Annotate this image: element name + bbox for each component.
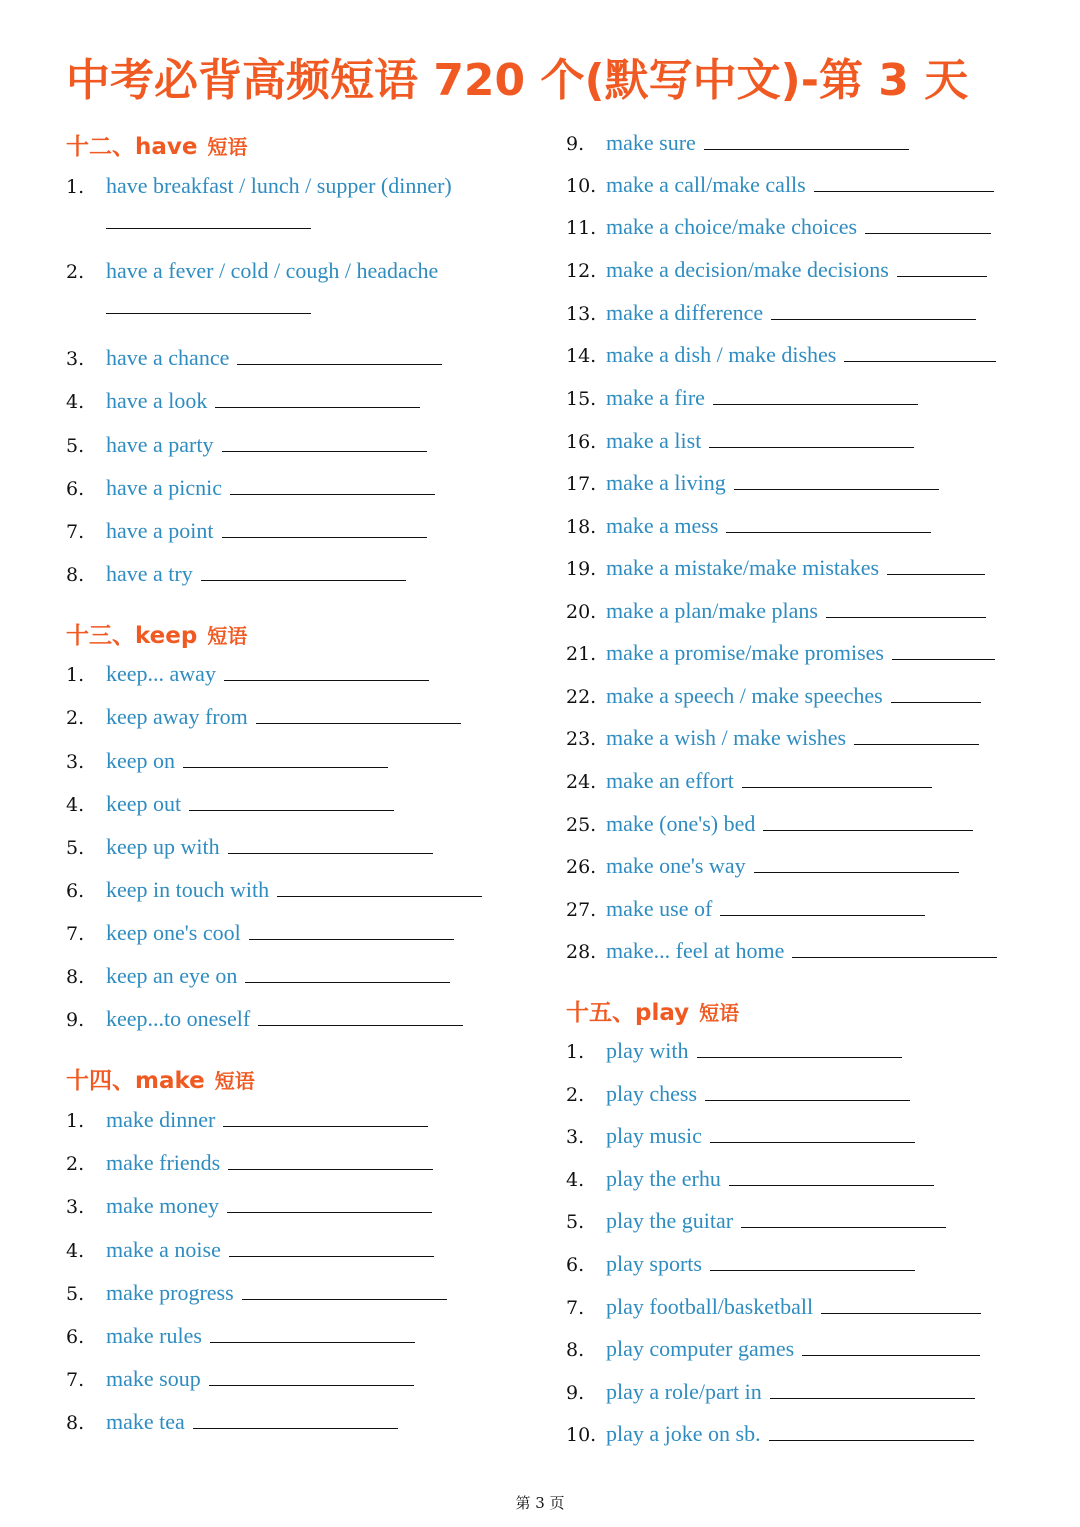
item-number: 27.: [566, 899, 597, 921]
answer-blank[interactable]: [814, 190, 994, 192]
item-number: 1.: [66, 664, 85, 686]
phrase-item: [566, 212, 991, 242]
item-number: 1.: [66, 1110, 85, 1132]
phrase-text: keep in touch with: [106, 877, 270, 902]
answer-blank[interactable]: [720, 914, 925, 916]
phrase-item: [566, 596, 986, 626]
phrase-text: make a fire: [606, 385, 705, 410]
answer-blank[interactable]: [193, 1427, 398, 1429]
phrase-text: play a role/part in: [606, 1379, 762, 1404]
phrase-text: make tea: [106, 1409, 185, 1434]
phrase-item: [566, 1377, 975, 1407]
phrase-text: play football/basketball: [606, 1294, 814, 1319]
answer-blank[interactable]: [709, 446, 914, 448]
answer-blank[interactable]: [792, 956, 997, 958]
phrase-item: [566, 894, 925, 924]
phrase-text: make a noise: [106, 1237, 221, 1262]
answer-blank[interactable]: [763, 829, 973, 831]
item-number: 8.: [66, 564, 85, 586]
phrase-item: [66, 746, 388, 776]
page-title: 中考必背高频短语 720 个(默写中文)-第 3 天: [66, 55, 969, 106]
item-number: 7.: [66, 923, 85, 945]
phrase-text: keep away from: [106, 704, 248, 729]
answer-blank[interactable]: [201, 579, 406, 581]
answer-blank[interactable]: [742, 786, 932, 788]
section-keyword: keep: [135, 623, 198, 649]
item-number: 2.: [66, 1153, 85, 1175]
phrase-item: [566, 809, 973, 839]
phrase-item: [566, 511, 931, 541]
phrase-text: make a dish / make dishes: [606, 342, 837, 367]
phrase-item: [66, 832, 433, 862]
answer-blank[interactable]: [245, 981, 450, 983]
item-number: 26.: [566, 856, 597, 878]
phrase-text: make a promise/make promises: [606, 640, 884, 665]
item-number: 6.: [66, 478, 85, 500]
answer-blank[interactable]: [897, 275, 987, 277]
answer-blank[interactable]: [256, 722, 461, 724]
phrase-item: [66, 430, 427, 460]
phrase-item: [66, 1148, 433, 1178]
answer-blank[interactable]: [769, 1439, 974, 1441]
section-tag: 短语: [214, 1069, 255, 1093]
answer-blank[interactable]: [705, 1099, 910, 1101]
item-number: 20.: [566, 601, 597, 623]
phrase-text: make money: [106, 1193, 220, 1218]
phrase-item: [66, 256, 438, 286]
phrase-item: [66, 875, 482, 905]
answer-blank[interactable]: [802, 1354, 980, 1356]
item-number: 3.: [566, 1126, 585, 1148]
answer-blank[interactable]: [826, 616, 986, 618]
phrase-item: [566, 255, 987, 285]
phrase-item: [566, 681, 981, 711]
phrase-item: [566, 553, 985, 583]
answer-blank[interactable]: [771, 318, 976, 320]
phrase-item: [66, 659, 429, 689]
item-number: 19.: [566, 558, 597, 580]
section-prefix: 十五、: [566, 1000, 635, 1026]
item-number: 2.: [66, 707, 85, 729]
phrase-text: make soup: [106, 1366, 201, 1391]
phrase-item: [66, 1235, 434, 1265]
phrase-text: play computer games: [606, 1336, 795, 1361]
phrase-item: [566, 1334, 980, 1364]
phrase-text: keep an eye on: [106, 963, 238, 988]
item-number: 16.: [566, 431, 597, 453]
item-number: 17.: [566, 473, 597, 495]
phrase-item: [66, 702, 461, 732]
item-number: 6.: [566, 1254, 585, 1276]
answer-blank[interactable]: [249, 938, 454, 940]
phrase-text: play sports: [606, 1251, 702, 1276]
answer-blank[interactable]: [710, 1141, 915, 1143]
answer-blank[interactable]: [865, 232, 991, 234]
phrase-item: [566, 851, 959, 881]
phrase-item: [66, 961, 450, 991]
answer-blank[interactable]: [710, 1269, 915, 1271]
phrase-item: [566, 426, 914, 456]
answer-blank[interactable]: [222, 536, 427, 538]
phrase-text: make a mess: [606, 513, 719, 538]
section-heading-make: [66, 1062, 255, 1095]
phrase-text: make a wish / make wishes: [606, 725, 847, 750]
item-number: 6.: [66, 880, 85, 902]
section-keyword: have: [135, 134, 198, 160]
phrase-item: [566, 468, 939, 498]
phrase-text: keep up with: [106, 834, 220, 859]
phrase-item: [566, 723, 979, 753]
phrase-text: play chess: [606, 1081, 698, 1106]
item-number: 14.: [566, 345, 597, 367]
item-number: 7.: [66, 1369, 85, 1391]
phrase-item: [66, 1321, 415, 1351]
section-keyword: play: [635, 1000, 690, 1026]
answer-blank[interactable]: [729, 1184, 934, 1186]
answer-blank[interactable]: [224, 679, 429, 681]
phrase-text: play the erhu: [606, 1166, 721, 1191]
phrase-text: make a list: [606, 428, 702, 453]
phrase-item: [566, 1249, 915, 1279]
phrase-item: [566, 383, 918, 413]
item-number: 2.: [66, 261, 85, 283]
phrase-item: [66, 1364, 414, 1394]
phrase-item: [66, 343, 442, 373]
item-number: 25.: [566, 814, 597, 836]
item-number: 10.: [566, 175, 597, 197]
section-tag: 短语: [699, 1001, 740, 1025]
answer-blank[interactable]: [277, 895, 482, 897]
item-number: 12.: [566, 260, 597, 282]
answer-blank[interactable]: [726, 531, 931, 533]
item-number: 2.: [566, 1084, 585, 1106]
item-number: 7.: [566, 1297, 585, 1319]
phrase-item: [66, 918, 454, 948]
phrase-text: make a plan/make plans: [606, 598, 818, 623]
phrase-text: keep... away: [106, 661, 216, 686]
answer-blank[interactable]: [892, 658, 995, 660]
phrase-item: [66, 473, 435, 503]
page-number: 第 3 页: [515, 1494, 565, 1512]
section-tag: 短语: [207, 135, 248, 159]
section-prefix: 十三、: [66, 623, 135, 649]
item-number: 8.: [566, 1339, 585, 1361]
answer-blank[interactable]: [230, 493, 435, 495]
answer-blank[interactable]: [223, 1125, 428, 1127]
phrase-text: make a call/make calls: [606, 172, 806, 197]
answer-blank[interactable]: [106, 312, 311, 314]
answer-blank[interactable]: [887, 573, 985, 575]
phrase-text: make use of: [606, 896, 713, 921]
phrase-text: make an effort: [606, 768, 734, 793]
answer-blank[interactable]: [844, 360, 996, 362]
phrase-text: keep...to oneself: [106, 1006, 251, 1031]
phrase-item: [566, 1121, 915, 1151]
answer-blank[interactable]: [741, 1226, 946, 1228]
answer-blank[interactable]: [697, 1056, 902, 1058]
phrase-item: [566, 1036, 902, 1066]
section-prefix: 十二、: [66, 134, 135, 160]
phrase-text: have breakfast / lunch / supper (dinner): [106, 173, 452, 198]
answer-blank[interactable]: [258, 1024, 463, 1026]
phrase-text: play music: [606, 1123, 702, 1148]
item-number: 3.: [66, 348, 85, 370]
phrase-item: [66, 1407, 398, 1437]
phrase-text: make dinner: [106, 1107, 216, 1132]
item-number: 13.: [566, 303, 597, 325]
item-number: 5.: [66, 1283, 85, 1305]
phrase-text: have a chance: [106, 345, 230, 370]
answer-blank[interactable]: [227, 1211, 432, 1213]
phrase-text: play a joke on sb.: [606, 1421, 761, 1446]
item-number: 10.: [566, 1424, 597, 1446]
section-keyword: make: [135, 1068, 205, 1094]
answer-blank[interactable]: [821, 1312, 981, 1314]
phrase-item: [66, 1105, 428, 1135]
item-number: 15.: [566, 388, 597, 410]
item-number: 9.: [66, 1009, 85, 1031]
phrase-text: make a living: [606, 470, 726, 495]
answer-blank[interactable]: [704, 148, 909, 150]
phrase-item: [566, 638, 995, 668]
item-number: 3.: [66, 1196, 85, 1218]
item-number: 4.: [66, 794, 85, 816]
phrase-text: make progress: [106, 1280, 234, 1305]
item-number: 7.: [66, 521, 85, 543]
item-number: 18.: [566, 516, 597, 538]
phrase-text: make sure: [606, 130, 696, 155]
phrase-text: make a choice/make choices: [606, 214, 858, 239]
phrase-text: make (one's) bed: [606, 811, 756, 836]
phrase-text: make a mistake/make mistakes: [606, 555, 880, 580]
answer-blank[interactable]: [228, 1168, 433, 1170]
item-number: 21.: [566, 643, 597, 665]
item-number: 4.: [66, 391, 85, 413]
answer-blank[interactable]: [189, 809, 394, 811]
answer-blank[interactable]: [237, 363, 442, 365]
answer-blank[interactable]: [242, 1298, 447, 1300]
phrase-item: [566, 340, 996, 370]
item-number: 8.: [66, 1412, 85, 1434]
answer-blank[interactable]: [106, 227, 311, 229]
item-number: 5.: [66, 837, 85, 859]
section-heading-have: [66, 128, 248, 161]
phrase-item: [66, 789, 394, 819]
phrase-text: make a difference: [606, 300, 764, 325]
section-tag: 短语: [207, 624, 248, 648]
phrase-item: [566, 1292, 981, 1322]
answer-blank[interactable]: [754, 871, 959, 873]
phrase-item: [66, 559, 406, 589]
item-number: 1.: [66, 176, 85, 198]
answer-blank[interactable]: [215, 406, 420, 408]
item-number: 8.: [66, 966, 85, 988]
phrase-text: make rules: [106, 1323, 202, 1348]
answer-blank[interactable]: [210, 1341, 415, 1343]
phrase-item: [566, 1206, 946, 1236]
phrase-item: [66, 386, 420, 416]
phrase-text: make a decision/make decisions: [606, 257, 889, 282]
phrase-text: make a speech / make speeches: [606, 683, 883, 708]
section-prefix: 十四、: [66, 1068, 135, 1094]
phrase-text: make... feel at home: [606, 938, 785, 963]
section-heading-play: [566, 994, 739, 1027]
item-number: 5.: [66, 435, 85, 457]
phrase-text: have a try: [106, 561, 193, 586]
answer-blank[interactable]: [713, 403, 918, 405]
item-number: 23.: [566, 728, 597, 750]
answer-blank[interactable]: [183, 766, 388, 768]
section-heading-keep: [66, 617, 247, 650]
phrase-text: have a look: [106, 388, 208, 413]
phrase-text: have a picnic: [106, 475, 223, 500]
phrase-item: [566, 936, 997, 966]
item-number: 4.: [66, 1240, 85, 1262]
phrase-text: make one's way: [606, 853, 746, 878]
phrase-text: play the guitar: [606, 1208, 734, 1233]
phrase-item: [66, 516, 427, 546]
answer-blank[interactable]: [229, 1255, 434, 1257]
item-number: 4.: [566, 1169, 585, 1191]
phrase-text: keep one's cool: [106, 920, 241, 945]
answer-blank[interactable]: [222, 450, 427, 452]
phrase-item: [566, 128, 909, 158]
item-number: 1.: [566, 1041, 585, 1063]
phrase-item: [66, 1278, 447, 1308]
phrase-item: [66, 1191, 432, 1221]
phrase-item: [566, 766, 932, 796]
phrase-item: [566, 1164, 934, 1194]
answer-blank[interactable]: [209, 1384, 414, 1386]
phrase-text: have a party: [106, 432, 214, 457]
item-number: 9.: [566, 1382, 585, 1404]
item-number: 22.: [566, 686, 597, 708]
answer-blank[interactable]: [854, 743, 979, 745]
answer-blank[interactable]: [734, 488, 939, 490]
phrase-text: make friends: [106, 1150, 221, 1175]
answer-blank[interactable]: [770, 1397, 975, 1399]
item-number: 28.: [566, 941, 597, 963]
phrase-item: [66, 1004, 463, 1034]
phrase-item: [566, 298, 976, 328]
phrase-text: keep out: [106, 791, 182, 816]
item-number: 5.: [566, 1211, 585, 1233]
phrase-text: have a point: [106, 518, 214, 543]
phrase-text: have a fever / cold / cough / headache: [106, 258, 439, 283]
phrase-text: keep on: [106, 748, 176, 773]
phrase-text: play with: [606, 1038, 689, 1063]
phrase-item: [566, 1419, 974, 1449]
item-number: 9.: [566, 133, 585, 155]
item-number: 11.: [566, 217, 597, 239]
phrase-item: [566, 1079, 910, 1109]
phrase-item: [66, 171, 452, 201]
answer-blank[interactable]: [228, 852, 433, 854]
phrase-item: [566, 170, 994, 200]
answer-blank[interactable]: [891, 701, 981, 703]
item-number: 6.: [66, 1326, 85, 1348]
item-number: 24.: [566, 771, 597, 793]
item-number: 3.: [66, 751, 85, 773]
